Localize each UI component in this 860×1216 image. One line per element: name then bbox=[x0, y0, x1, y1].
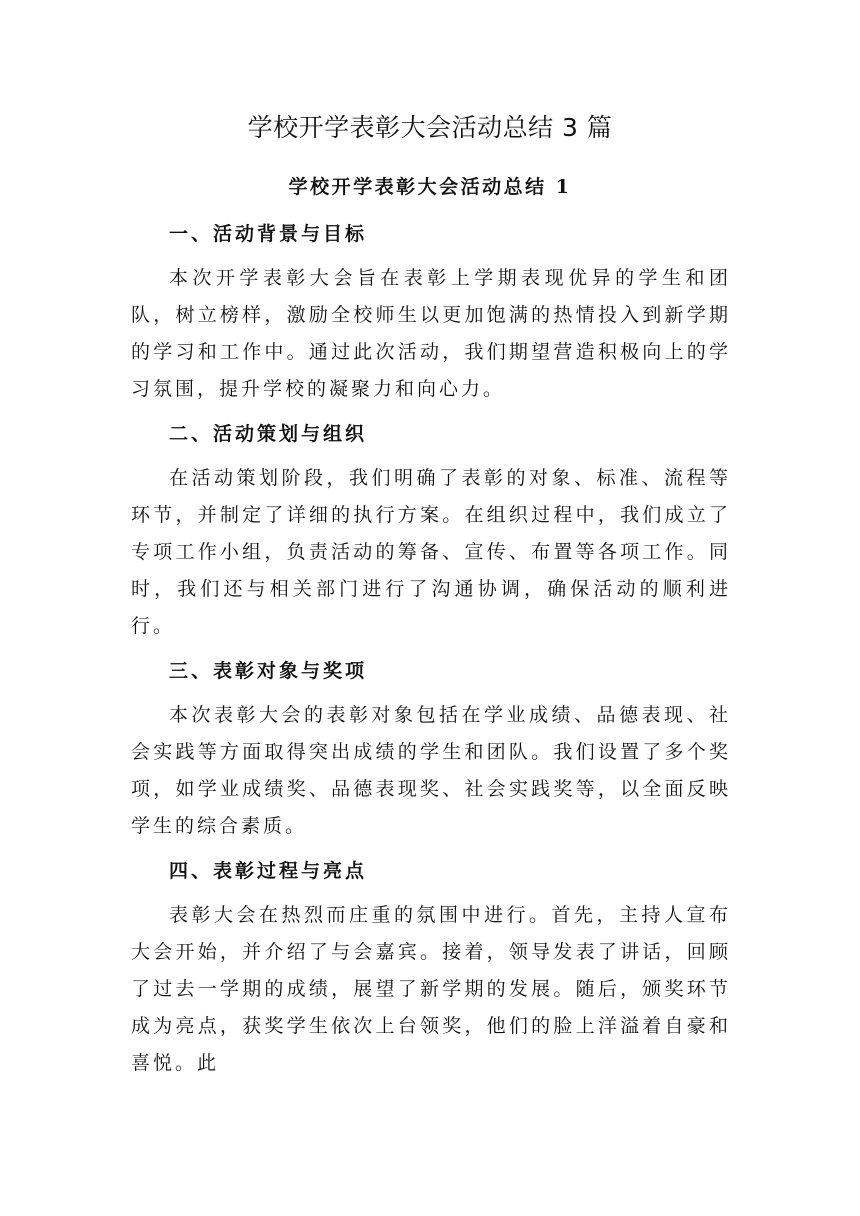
section-planning-organization bbox=[131, 415, 731, 645]
section-paragraph: 表彰大会在热烈而庄重的氛围中进行。首先，主持人宣布大会开始，并介绍了与会嘉宾。接着，领导发表了讲话，回顾了过去一学期的成绩，展望了新学期的发展。随后，颁奖环节成为亮点，获奖学生依次上台领奖，他们的脸上洋溢着自豪和喜悦。此 bbox=[131, 904, 731, 1074]
section-process-highlights bbox=[131, 852, 731, 1082]
section-background-goals bbox=[131, 215, 731, 408]
document-body bbox=[131, 215, 731, 1089]
section-paragraph: 在活动策划阶段，我们明确了表彰的对象、标准、流程等环节，并制定了详细的执行方案。在组织过程中，我们成立了专项工作小组，负责活动的筹备、宣传、布置等各项工作。同时，我们还与相关部门进行了沟通协调，确保活动的顺利进行。 bbox=[131, 467, 731, 637]
section-heading: 三、表彰对象与奖项 bbox=[169, 660, 368, 682]
section-paragraph: 本次表彰大会的表彰对象包括在学业成绩、品德表现、社会实践等方面取得突出成绩的学生和团队。我们设置了多个奖项，如学业成绩奖、品德表现奖、社会实践奖等，以全面反映学生的综合素质。 bbox=[131, 704, 731, 837]
section-awardees-awards bbox=[131, 652, 731, 845]
section-heading: 二、活动策划与组织 bbox=[169, 423, 368, 445]
section-heading: 一、活动背景与目标 bbox=[169, 223, 368, 245]
document-subtitle: 学校开学表彰大会活动总结 1 bbox=[288, 176, 572, 198]
document-title: 学校开学表彰大会活动总结 3 篇 bbox=[247, 113, 613, 142]
section-paragraph: 本次开学表彰大会旨在表彰上学期表现优异的学生和团队，树立榜样，激励全校师生以更加饱满的热情投入到新学期的学习和工作中。通过此次活动，我们期望营造积极向上的学习氛围，提升学校的凝聚力和向心力。 bbox=[131, 267, 731, 400]
section-heading: 四、表彰过程与亮点 bbox=[169, 860, 368, 882]
